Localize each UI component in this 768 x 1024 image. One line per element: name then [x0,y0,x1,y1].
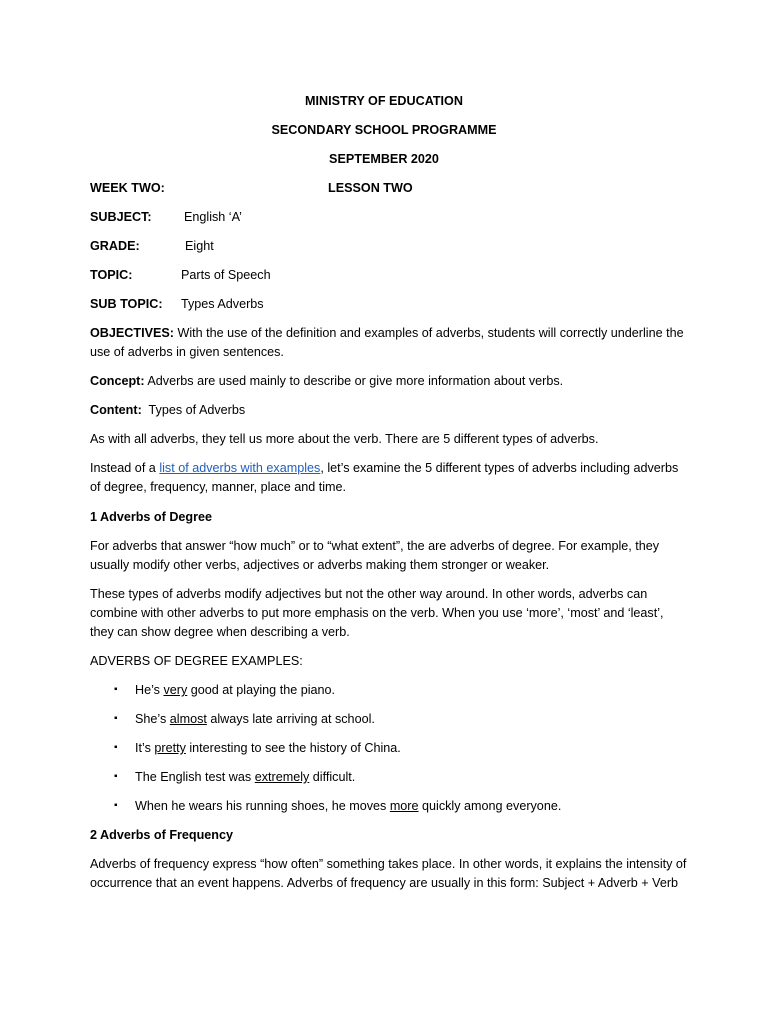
frequency-paragraph: Adverbs of frequency express “how often” something takes place. In other words, it explains the intensity of occurrence that an event happens. Adverbs of frequency are usually in this form: Subject + Adverb + Verb [90,857,687,890]
list-item [135,769,355,785]
list-item [135,711,375,727]
example-text: She’s [135,712,170,726]
bullet-marker: ▪ [114,684,118,695]
intro-paragraph: As with all adverbs, they tell us more about the verb. There are 5 different types of adverbs. [90,432,599,446]
example-adverb: pretty [154,741,186,755]
content-label: Content: [90,403,142,417]
week-label: WEEK TWO: [90,181,165,195]
content-text: Types of Adverbs [141,403,246,417]
grade-value: Eight [185,239,214,253]
subtopic-value: Types Adverbs [181,297,264,311]
example-adverb: very [163,683,188,697]
example-text: He’s [135,683,164,697]
example-adverb: more [389,799,419,813]
example-adverb: almost [169,712,207,726]
instead-paragraph [90,459,690,497]
degree-paragraph-1: For adverbs that answer “how much” or to “what extent”, the are adverbs of degree. For example, they usually modify other verbs, adjectives or adverbs making them stronger or weaker. [90,539,660,572]
example-text: always late arriving at school. [206,712,375,726]
bullet-marker: ▪ [114,713,118,724]
lesson-label: LESSON TWO [328,181,413,195]
list-item [135,682,335,698]
bullet-marker: ▪ [114,742,118,753]
example-text: It’s [135,741,155,755]
frequency-heading: 2 Adverbs of Frequency [90,828,234,842]
example-text: The English test was [135,770,255,784]
header-ministry: MINISTRY OF EDUCATION [305,94,463,108]
example-text: quickly among everyone. [418,799,562,813]
grade-label: GRADE: [90,239,140,253]
subtopic-label: SUB TOPIC: [90,297,163,311]
list-item [135,740,401,756]
degree-paragraph-2: These types of adverbs modify adjectives but not the other way around. In other words, adverbs can combine with other adverbs to put more emphasis on the verb. When you use ‘more’, ‘most’ and ‘least’, they can show degree when describing a verb. [90,587,664,639]
degree-examples-heading: ADVERBS OF DEGREE EXAMPLES: [90,654,303,668]
header-date: SEPTEMBER 2020 [329,152,439,166]
bullet-marker: ▪ [114,771,118,782]
topic-value: Parts of Speech [181,268,271,282]
header-programme: SECONDARY SCHOOL PROGRAMME [271,123,497,137]
subject-label: SUBJECT: [90,210,152,224]
objectives-paragraph [90,324,690,362]
subject-value: English ‘A’ [184,210,242,224]
example-text: When he wears his running shoes, he moves [135,799,390,813]
example-text: difficult. [309,770,356,784]
example-text: good at playing the piano. [187,683,336,697]
concept-label: Concept: [90,374,145,388]
objectives-label: OBJECTIVES: [90,326,174,340]
example-adverb: extremely [254,770,310,784]
example-text: interesting to see the history of China. [185,741,401,755]
topic-label: TOPIC: [90,268,133,282]
bullet-marker: ▪ [114,800,118,811]
instead-text-before: Instead of a [90,461,160,475]
content-paragraph [90,401,690,420]
objectives-text: With the use of the definition and examples of adverbs, students will correctly underline the use of adverbs in given sentences. [90,326,684,359]
adverbs-list-link[interactable]: list of adverbs with examples [159,461,321,475]
list-item [135,798,561,814]
instead-text-after: , let’s examine the 5 different types of adverbs including adverbs of degree, frequency, manner, place and time. [90,461,679,494]
degree-heading: 1 Adverbs of Degree [90,510,213,524]
concept-text: Adverbs are used mainly to describe or give more information about verbs. [144,374,564,388]
concept-paragraph [90,372,690,391]
